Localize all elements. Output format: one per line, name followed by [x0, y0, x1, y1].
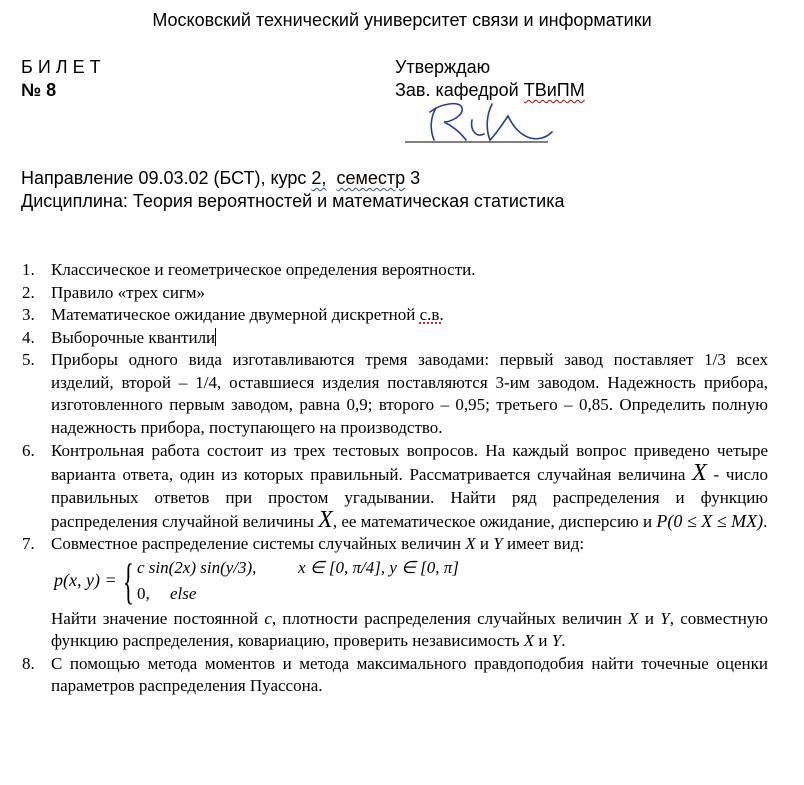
variable-x: X — [523, 631, 535, 650]
ticket-label: Б И Л Е Т — [21, 57, 101, 77]
question-item — [0, 533, 768, 653]
variable-x: X — [628, 608, 639, 628]
question-text: Приборы одного вида изготавливаются тремя заводами: первый завод поставляет 1/3 всех изделий, второй – 1/4, оставшиеся изделия поставляются 3-им заводом. Надежность прибора, изготовленного первым заводом, равна 0,9; второго – 0,95; третьего – 0,85. Определить полную надежность прибора, поступающего на производство. — [51, 350, 768, 437]
question-text: Совместное распределение системы случайных величин — [51, 534, 466, 553]
discipline-line: Дисциплина: Теория вероятностей и математическая статистика — [21, 191, 565, 211]
question-text: имеет вид: — [502, 534, 585, 553]
question-number: 8. — [22, 653, 35, 673]
formula-case-2: 0, — [137, 583, 150, 603]
formula-case-1-condition: x ∈ [0, π/4], y ∈ [0, π] — [298, 557, 459, 577]
question-text: Найти значение постоянной — [51, 608, 265, 628]
conjunction: и — [534, 631, 552, 650]
conjunction: и — [475, 534, 494, 553]
question-task — [51, 608, 768, 653]
direction-line — [21, 167, 420, 190]
period: . — [763, 511, 768, 531]
question-text: Математическое ожидание двумерной дискретной — [51, 305, 420, 324]
formula-case-1: c sin(2x) sin(y/3), — [137, 557, 257, 577]
variable-y: Y — [493, 534, 503, 553]
variable-x: X — [465, 534, 476, 553]
question-item — [0, 349, 768, 439]
conjunction: и — [638, 608, 661, 628]
period: . — [561, 631, 566, 650]
direction-prefix: Направление 09.03.02 (БСТ), курс — [21, 168, 312, 188]
question-item — [0, 259, 768, 282]
question-text: , плотности распределения случайных величин — [271, 608, 629, 628]
question-number: 1. — [22, 260, 35, 279]
course-number: 2, — [311, 168, 327, 188]
question-number: 7. — [22, 534, 35, 553]
department-name: ТВиПМ — [523, 80, 585, 100]
constant-c: c — [264, 608, 272, 628]
question-number: 4. — [22, 327, 35, 347]
question-text: Правило «трех сигм» — [51, 282, 206, 302]
density-formula — [49, 552, 768, 609]
question-text: С помощью метода моментов и метода максимального правдоподобия найти точечные оценки параметров распределения Пуассона. — [51, 653, 768, 695]
university-name: Московский технический университет связи и информатики — [152, 10, 652, 30]
variable-x: X — [318, 506, 333, 533]
question-text: Классическое и геометрическое определения вероятности. — [51, 260, 476, 279]
question-text: - число правильных ответов при простом угадывании. Найти ряд распределения и функцию распределения случайной величины — [51, 464, 769, 531]
formula-else: else — [170, 583, 197, 603]
question-text: , ее математическое ожидание, дисперсию и — [332, 511, 657, 531]
semester-label: семестр — [336, 168, 406, 188]
formula-lhs: p(x, y) = — [54, 569, 117, 590]
question-item — [0, 282, 768, 305]
approval-text: Утверждаю — [395, 57, 491, 77]
question-item — [0, 653, 768, 698]
question-text: Выборочные квантили — [51, 327, 216, 347]
question-number: 3. — [22, 305, 35, 324]
text-cursor — [215, 328, 216, 346]
question-text: , совместную функцию распределения, ковариацию, проверить независимость — [51, 608, 768, 650]
question-item — [0, 304, 768, 327]
question-number: 5. — [22, 350, 35, 369]
question-number: 2. — [22, 282, 35, 302]
brace-glyph: { — [123, 552, 134, 609]
probability-expression: P(0 ≤ X ≤ MX) — [656, 510, 764, 531]
variable-y: Y — [660, 608, 670, 628]
department-head-label: Зав. кафедрой — [395, 80, 524, 100]
question-list — [0, 259, 768, 698]
signature — [400, 98, 570, 150]
semester-number: 3 — [405, 168, 421, 188]
variable-x: X — [692, 459, 707, 486]
abbreviation: с.в. — [419, 305, 444, 324]
ticket-number: № 8 — [21, 80, 57, 100]
question-item — [0, 327, 768, 350]
question-item — [0, 439, 768, 533]
question-number: 6. — [22, 441, 35, 460]
variable-y: Y — [551, 631, 562, 650]
question-text: Контрольная работа состоит из трех тестовых вопросов. На каждый вопрос приведено четыре варианта ответа, один из которых правильный. Рассматривается случайная величина — [51, 441, 768, 484]
